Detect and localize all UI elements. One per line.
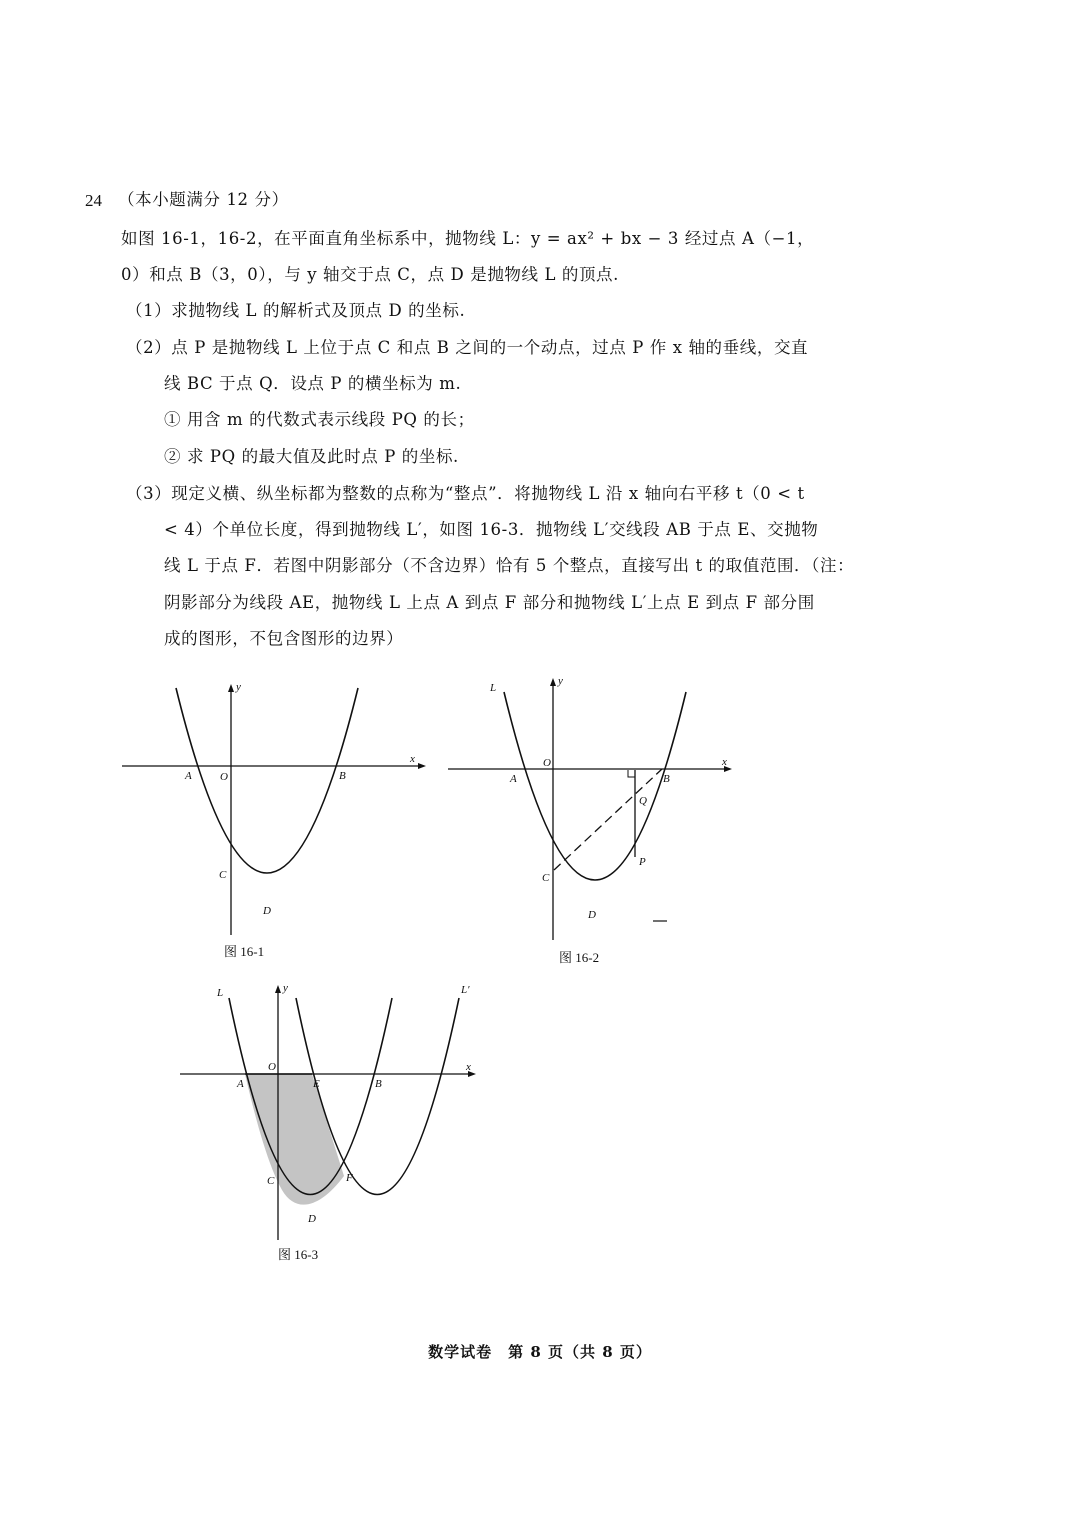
fig3-label-F: F <box>346 1172 353 1184</box>
part-3-line-5: 成的图形，不包含图形的边界） <box>164 629 404 648</box>
fig2-caption: 图 16-2 <box>559 950 600 965</box>
fig1-label-C: C <box>219 869 227 881</box>
part-3-line-4: 阴影部分为线段 AE，抛物线 L 上点 A 到点 F 部分和抛物线 L′上点 E 到点 F 部分围 <box>164 593 815 612</box>
fig3-label-A: A <box>237 1078 244 1090</box>
part-3-line-3: 线 L 于点 F．若图中阴影部分（不含边界）恰有 5 个整点，直接写出 t 的取值范围．（注： <box>164 556 855 575</box>
fig1-label-A: A <box>185 770 192 782</box>
question-number: 24 <box>85 191 102 210</box>
part-2-line-1: （2）点 P 是抛物线 L 上位于点 C 和点 B 之间的一个动点，过点 P 作 x 轴的垂线，交直 <box>126 338 809 357</box>
fig2-label-D: D <box>588 909 596 921</box>
fig3-label-L-prime: L′ <box>461 984 470 996</box>
fig3-label-E: E <box>313 1078 320 1090</box>
stem-line-2: 0）和点 B（3，0），与 y 轴交于点 C，点 D 是抛物线 L 的顶点. <box>121 265 620 284</box>
fig3-label-C: C <box>267 1175 275 1187</box>
fig3-label-B: B <box>375 1078 382 1090</box>
fig3-caption: 图 16-3 <box>278 1247 319 1262</box>
page-footer: 数学试卷 第 8 页（共 8 页） <box>428 1343 652 1361</box>
fig1-label-O: O <box>220 771 228 783</box>
fig3-label-L: L <box>217 987 224 999</box>
stem-line-1: 如图 16-1，16-2，在平面直角坐标系中，抛物线 L：y = ax² + bx − 3 经过点 A（−1， <box>121 229 815 248</box>
fig3-label-O: O <box>268 1061 276 1073</box>
fig3-label-y: y <box>283 982 288 994</box>
fig1-label-B: B <box>339 770 346 782</box>
fig2-label-P: P <box>639 856 646 868</box>
fig2-label-L: L <box>490 682 497 694</box>
fig3-shade-fill <box>245 1074 344 1205</box>
part-3-line-1: （3）现定义横、纵坐标都为整数的点称为“整点”．将抛物线 L 沿 x 轴向右平移 t（0 < t <box>126 484 805 503</box>
fig1-label-x: x <box>410 753 415 765</box>
fig2-label-B: B <box>663 773 670 785</box>
fig1-label-D: D <box>263 905 271 917</box>
part-2-line-2: 线 BC 于点 Q．设点 P 的横坐标为 m. <box>164 374 462 393</box>
fig3-y-arrow <box>275 985 281 993</box>
fig2-label-C: C <box>542 872 550 884</box>
fig1-label-y: y <box>236 681 241 693</box>
fig3-label-D: D <box>308 1213 316 1225</box>
fig2-label-y: y <box>558 675 563 687</box>
part-1: （1）求抛物线 L 的解析式及顶点 D 的坐标. <box>126 301 466 320</box>
fig2-label-A: A <box>510 773 517 785</box>
fig2-label-Q: Q <box>639 795 647 807</box>
fig2-label-x: x <box>722 756 727 768</box>
question-score: （本小题满分 12 分） <box>118 190 289 209</box>
part-2-sub-1: ① 用含 m 的代数式表示线段 PQ 的长； <box>164 410 475 429</box>
fig2-label-O: O <box>543 757 551 769</box>
fig1-caption: 图 16-1 <box>224 944 265 959</box>
part-2-sub-2: ② 求 PQ 的最大值及此时点 P 的坐标. <box>164 447 459 466</box>
fig3-label-x: x <box>466 1061 471 1073</box>
part-3-line-2: < 4）个单位长度，得到抛物线 L′，如图 16-3．抛物线 L′交线段 AB 于点 E、交抛物 <box>164 520 819 539</box>
